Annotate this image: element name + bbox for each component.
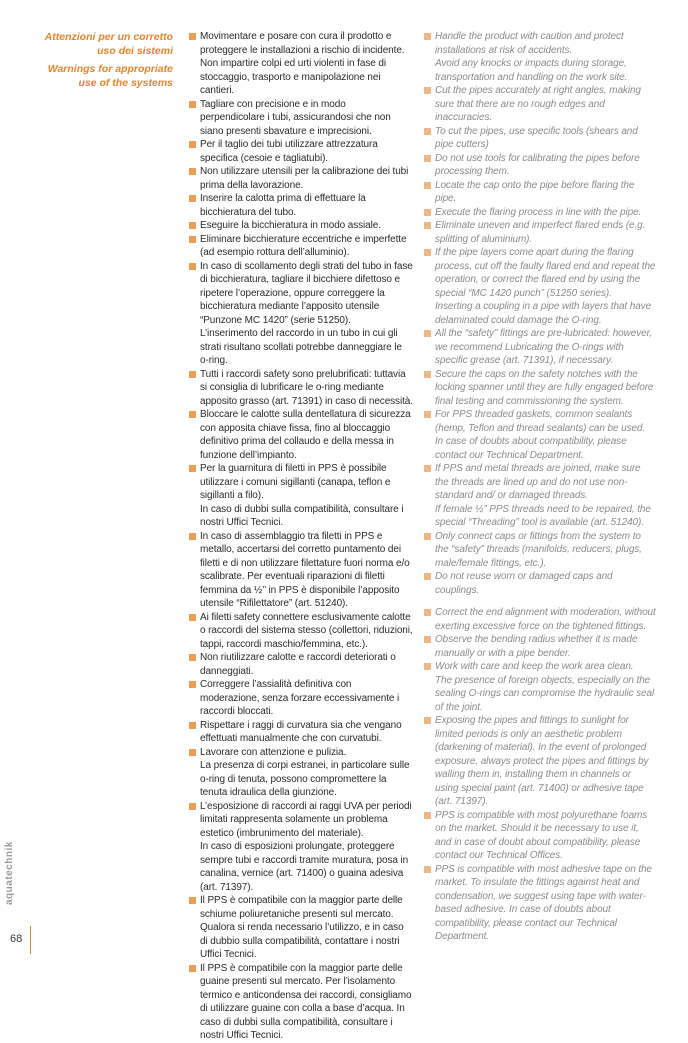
bullet-item: Il PPS è compatibile con la maggior parte delle guaine presenti sul mercato. Per l’isolamento termico e anticondensa dei raccordi, consigliamo di utilizzare guaine con colla a base d’acqua. In caso di dubbi sulla compatibilità, consultare i nostri Uffici Tecnici. <box>189 962 413 1043</box>
bullet-item: Non utilizzare utensili per la calibrazione dei tubi prima della lavorazione. <box>189 165 413 192</box>
continuation-text: Non impartire colpi ed urti violenti in fase di stoccaggio, trasporto e manipolazione nei cantieri. <box>200 58 386 96</box>
english-column <box>424 30 656 944</box>
bullet-item: Exposing the pipes and fittings to sunlight for limited periods is only an aesthetic problem (darkening of material). In the event of prolonged exposure, always protect the pipes and fittings by walling them in, installing them in channels or using special paint (art. 71400) or adhesive tape (art. 71397). <box>424 714 656 809</box>
bullet-item: Correggere l’assialità definitiva con moderazione, senza forzare eccessivamente i raccordi bloccati. <box>189 678 413 719</box>
bullet-item: Movimentare e posare con cura il prodotto e proteggere le installazioni a rischio di incidente. <box>189 30 413 57</box>
section-heading <box>30 31 173 90</box>
bullet-item: Execute the flaring process in line with the pipe. <box>424 206 656 220</box>
bullet-item: Only connect caps or fittings from the system to the “safety” threads (manifolds, reducers, plugs, male/female fittings, etc.). <box>424 530 656 571</box>
bullet-item: Observe the bending radius whether it is made manually or with a pipe bender. <box>424 633 656 660</box>
bullet-item: Handle the product with caution and protect installations at risk of accidents. <box>424 30 656 57</box>
continuation-text: La presenza di corpi estranei, in particolare sulle o-ring di tenuta, possono compromettere la tenuta idraulica della giunzione. <box>200 760 410 798</box>
bullet-item: All the “safety” fittings are pre-lubricated: however, we recommend Lubricating the O-rings with specific grease (art. 71391), if necessary. <box>424 327 656 368</box>
bullet-item: Per il taglio dei tubi utilizzare attrezzatura specifica (cesoie e tagliatubi). <box>189 138 413 165</box>
bullet-item: If PPS and metal threads are joined, make sure the threads are lined up and do not use non-standard and/ or damaged threads. <box>424 462 656 503</box>
bullet-item: Do not reuse worn or damaged caps and couplings. <box>424 570 656 597</box>
footer-divider <box>30 926 31 954</box>
bullet-item: Secure the caps on the safety notches with the locking spanner until they are fully engaged before final testing and commissioning the system. <box>424 368 656 409</box>
spacer <box>424 597 656 606</box>
bullet-item: Correct the end alignment with moderation, without exerting excessive force on the tightened fittings. <box>424 606 656 633</box>
bullet-item: Rispettare i raggi di curvatura sia che vengano effettuati manualmente che con curvatubi. <box>189 719 413 746</box>
brand-logo: aquatechnik <box>4 841 15 905</box>
bullet-item: PPS is compatible with most adhesive tape on the market. To insulate the fittings against heat and condensation, we suggest using tape with water-based adhesive. In case of doubts about compatibility, please contact our Technical Department. <box>424 863 656 944</box>
bullet-item: Eliminate uneven and imperfect flared ends (e.g. splitting of aluminium). <box>424 219 656 246</box>
bullet-item: For PPS threaded gaskets, common sealants (hemp, Teflon and thread sealants) can be used. <box>424 408 656 435</box>
bullet-item: Tutti i raccordi safety sono prelubrificati: tuttavia si consiglia di lubrificare le o-ring mediante apposito grasso (art. 71391) in caso di necessità. <box>189 368 413 409</box>
bullet-item: Do not use tools for calibrating the pipes before processing them. <box>424 152 656 179</box>
bullet-item: Bloccare le calotte sulla dentellatura di sicurezza con apposita chiave fissa, fino al bloccaggio definitivo prima del collaudo e della messa in funzione dell’impianto. <box>189 408 413 462</box>
bullet-item: In caso di assemblaggio tra filetti in PPS e metallo, accertarsi del corretto puntamento dei filetti e di non utilizzare filettature fuori norma e/o scalibrate. Per eventuali riparazioni di filetti femmina da ½’’ in PPS è disponibile l’apposito utensile “Rifilettatore” (art. 51240). <box>189 530 413 611</box>
continuation-text: Inserting a coupling in a pipe with layers that have delaminated could damage the O-ring. <box>435 301 652 326</box>
bullet-item: Inserire la calotta prima di effettuare la bicchieratura del tubo. <box>189 192 413 219</box>
italian-column <box>189 30 413 1043</box>
bullet-item: To cut the pipes, use specific tools (shears and pipe cutters) <box>424 125 656 152</box>
bullet-item: Lavorare con attenzione e pulizia. <box>189 746 413 760</box>
bullet-item: In caso di scollamento degli strati del tubo in fase di bicchieratura, tagliare il bicchiere difettoso e ripetere l’operazione, oppure correggere la bicchieratura mediante l’apposito utensile “Punzone MC 1420” (serie 51250). <box>189 260 413 328</box>
bullet-item: Eliminare bicchierature eccentriche e imperfette (ad esempio rottura dell’alluminio). <box>189 233 413 260</box>
bullet-item: Cut the pipes accurately at right angles, making sure that there are no rough edges and inaccuracies. <box>424 84 656 125</box>
continuation-text: The presence of foreign objects, especially on the sealing O-rings can compromise the hydraulic seal of the joint. <box>435 674 655 713</box>
heading-english: Warnings for appropriate use of the systems <box>47 63 173 89</box>
continuation-text: In caso di esposizioni prolungate, proteggere sempre tubi e raccordi tramite muratura, posa in canalina, vernice (art. 71400) o guaina adesiva (art. 71397). <box>200 841 409 893</box>
continuation-text: If female ½” PPS threads need to be repaired, the special “Threading” tool is available (art. 51240). <box>435 503 651 528</box>
continuation-text: Avoid any knocks or impacts during storage, transportation and handling on the work site. <box>435 58 628 83</box>
bullet-item: If the pipe layers come apart during the flaring process, cut off the faulty flared end and repeat the operation, or correct the flared end by using the special “MC 1420 punch” (51250 series). <box>424 246 656 300</box>
bullet-item: Per la guarnitura di filetti in PPS è possibile utilizzare i comuni sigillanti (canapa, teflon e sigillanti a filo). <box>189 462 413 503</box>
bullet-item: Non riutilizzare calotte e raccordi deteriorati o danneggiati. <box>189 651 413 678</box>
bullet-item: PPS is compatible with most polyurethane foams on the market. Should it be necessary to use it, and in case of doubt about compatibility, please contact our Technical Offices. <box>424 809 656 863</box>
page-number: 68 <box>10 933 23 945</box>
heading-italian: Attenzioni per un corretto uso dei sistemi <box>44 31 173 57</box>
bullet-item: Il PPS è compatibile con la maggior parte delle schiume poliuretaniche presenti sul mercato. Qualora si renda necessario l’utilizzo, e in caso di dubbio sulla compatibilità, contattare i nostri Uffici Tecnici. <box>189 894 413 962</box>
bullet-item: L’esposizione di raccordi ai raggi UVA per periodi limitati rappresenta solamente un problema estetico (imbrunimento del materiale). <box>189 800 413 841</box>
bullet-item: Work with care and keep the work area clean. <box>424 660 656 674</box>
continuation-text: In case of doubts about compatibility, please contact our Technical Department. <box>435 436 627 461</box>
bullet-item: Locate the cap onto the pipe before flaring the pipe. <box>424 179 656 206</box>
bullet-item: Ai filetti safety connettere esclusivamente calotte o raccordi del sistema stesso (collettori, riduzioni, tappi, raccordi maschio/femmina, etc.). <box>189 611 413 652</box>
continuation-text: L’inserimento del raccordo in un tubo in cui gli strati risultano scollati potrebbe danneggiare le o-ring. <box>200 328 402 366</box>
bullet-item: Tagliare con precisione e in modo perpendicolare i tubi, assicurandosi che non siano presenti sbavature e imprecisioni. <box>189 98 413 139</box>
continuation-text: In caso di dubbi sulla compatibilità, consultare i nostri Uffici Tecnici. <box>200 503 404 528</box>
bullet-item: Eseguire la bicchieratura in modo assiale. <box>189 219 413 233</box>
